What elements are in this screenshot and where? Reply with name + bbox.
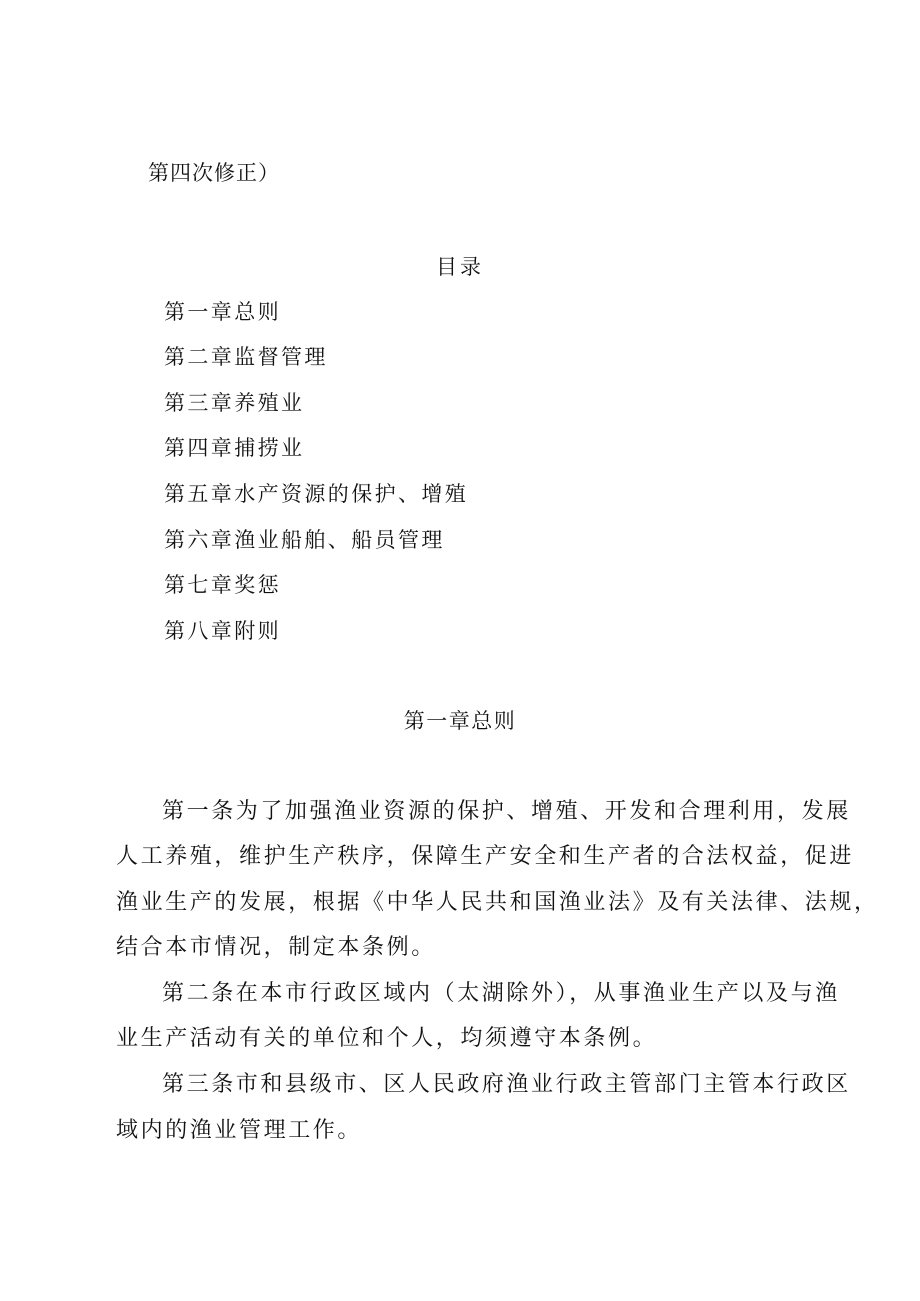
- article-line: 渔业生产的发展，根据《中华人民共和国渔业法》及有关法律、法规，: [116, 890, 879, 915]
- toc-item: 第四章捕捞业: [164, 436, 305, 460]
- toc-item: 第七章奖惩: [164, 573, 281, 597]
- article-line: 第三条市和县级市、区人民政府渔业行政主管部门主管本行政区: [162, 1072, 851, 1097]
- article-line: 人工养殖，维护生产秩序，保障生产安全和生产者的合法权益，促进: [116, 844, 855, 869]
- toc-item: 第一章总则: [164, 300, 281, 324]
- toc-item: 第五章水产资源的保护、增殖: [164, 482, 469, 506]
- toc-item: 第三章养殖业: [164, 391, 305, 415]
- chapter-title: 第一章总则: [403, 709, 517, 733]
- article-line: 业生产活动有关的单位和个人，均须遵守本条例。: [116, 1026, 658, 1051]
- article-line: 第二条在本市行政区域内（太湖除外），从事渔业生产以及与渔: [162, 981, 840, 1006]
- article-line: 第一条为了加强渔业资源的保护、增殖、开发和合理利用，发展: [162, 799, 851, 824]
- article-line: 结合本市情况，制定本条例。: [116, 935, 436, 960]
- amendment-note: 第四次修正）: [148, 161, 280, 185]
- toc-item: 第六章渔业船舶、船员管理: [164, 528, 445, 552]
- toc-item: 第二章监督管理: [164, 345, 328, 369]
- toc-title: 目录: [436, 255, 484, 279]
- article-line: 域内的渔业管理工作。: [116, 1118, 363, 1143]
- toc-item: 第八章附则: [164, 619, 281, 643]
